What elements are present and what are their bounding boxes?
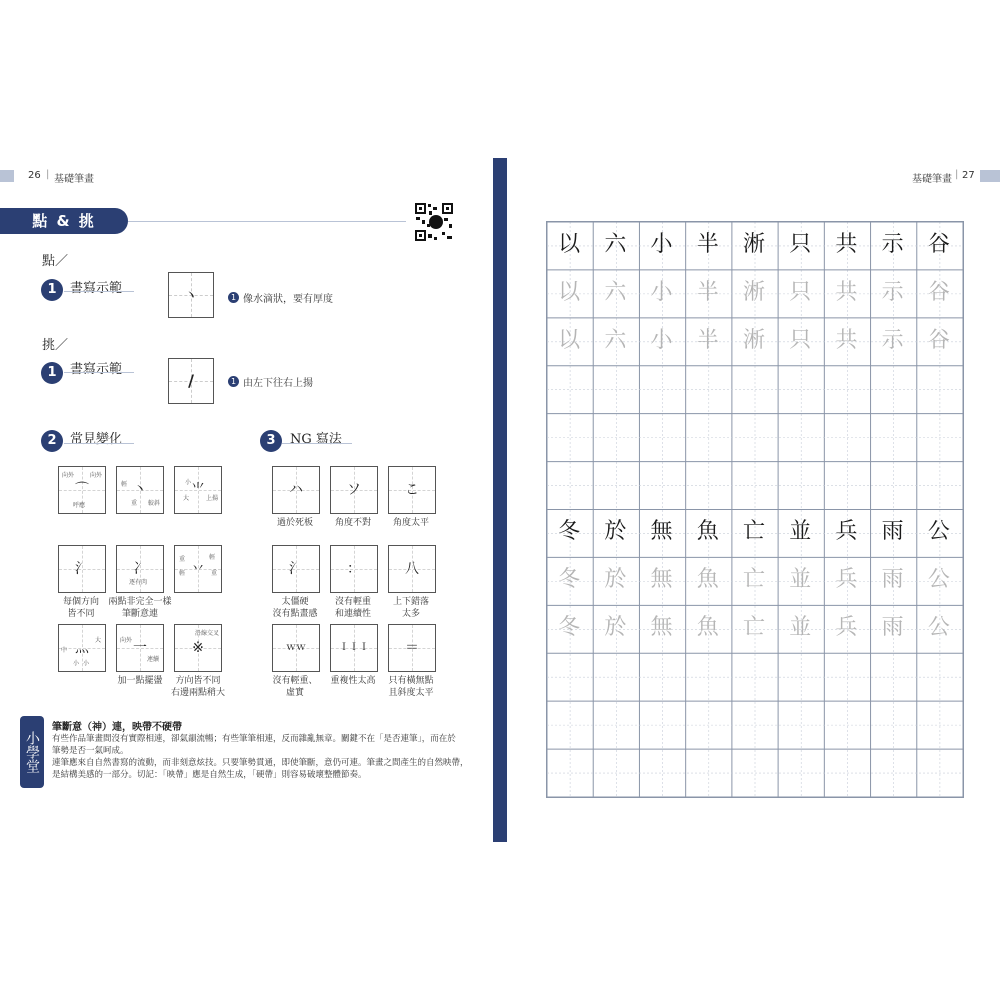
- trace-char: 六: [604, 327, 627, 353]
- right-header-divider: |: [955, 169, 959, 180]
- practice-char: 小: [650, 231, 673, 257]
- ng-caption-7: 沒有輕重、 虛實: [272, 676, 318, 698]
- trace-char: 無: [650, 615, 673, 641]
- ng-box-3: [388, 466, 436, 514]
- variation-glyph: 丷: [191, 561, 205, 577]
- qr-code-icon[interactable]: [414, 202, 454, 242]
- trace-char: 兵: [835, 567, 858, 593]
- trace-char: 亡: [742, 567, 765, 593]
- trace-char: 只: [789, 279, 812, 305]
- variation-tag: 向外: [120, 637, 133, 644]
- trace-char: 雨: [881, 615, 904, 641]
- practice-char: 谷: [927, 231, 950, 257]
- practice-char: 兵: [835, 519, 858, 545]
- practice-char: 於: [604, 519, 627, 545]
- variation-tag: 小: [185, 479, 192, 486]
- trace-char: 於: [604, 615, 627, 641]
- ng-box-5: [330, 545, 378, 593]
- tip-badge: 小學堂: [20, 716, 44, 788]
- trace-char: 小: [650, 327, 673, 353]
- ng-glyph: ハ: [289, 482, 303, 498]
- ng-caption-3: 角度太平: [392, 518, 429, 528]
- trace-char: 半: [696, 279, 719, 305]
- dot-demo-stroke: ヽ: [182, 285, 199, 304]
- variation-box-2: [116, 466, 164, 514]
- dot-step-rule: [64, 291, 134, 292]
- ng-caption-4: 太僵硬 沒有點畫感: [272, 597, 318, 619]
- dot-label: 點／: [42, 254, 69, 269]
- dot-note: [228, 290, 333, 305]
- variation-tag: 重: [210, 570, 217, 577]
- variation-tag: 重: [131, 500, 138, 507]
- tip-line: 連筆應來自自然書寫的流動，而非刻意炫技。只要筆勢貫通，即使筆斷，意仍可連。筆畫之間產生的自然映帶，: [52, 758, 469, 768]
- practice-grid: [546, 221, 964, 798]
- variation-box-7: [58, 624, 106, 672]
- practice-char: 冬: [558, 519, 581, 545]
- left-page-number: 26: [28, 170, 41, 181]
- practice-char: 示: [881, 231, 904, 257]
- variation-box-6: [174, 545, 222, 593]
- ng-box-9: [388, 624, 436, 672]
- variation-glyph: ⺌: [191, 482, 205, 498]
- ng-box-4: [272, 545, 320, 593]
- ng-step-title: NG 寫法: [290, 432, 342, 447]
- practice-char: 六: [604, 231, 627, 257]
- flick-demo-box: [168, 358, 214, 404]
- ng-glyph: 氵: [289, 561, 303, 577]
- trace-char: 公: [927, 567, 950, 593]
- practice-char: 共: [835, 231, 858, 257]
- trace-char: 谷: [927, 279, 950, 305]
- practice-char: 並: [789, 519, 812, 545]
- flick-step-title: 書寫示範: [70, 362, 123, 377]
- variation-box-9: [174, 624, 222, 672]
- dot-step-title: 書寫示範: [70, 281, 123, 296]
- trace-char: 並: [789, 615, 812, 641]
- trace-char: 冬: [558, 615, 581, 641]
- trace-char: 小: [650, 279, 673, 305]
- flick-note: [228, 374, 313, 389]
- dot-note-number: 1: [228, 292, 239, 303]
- left-header-bar: [0, 170, 14, 182]
- variation-tag: 小: [73, 660, 80, 667]
- ng-caption-6: 上下錯落 太多: [392, 597, 429, 619]
- left-header-divider: |: [46, 169, 50, 180]
- variation-glyph: 冫: [133, 561, 147, 577]
- trace-char: 魚: [696, 615, 719, 641]
- practice-char: 只: [789, 231, 812, 257]
- variation-tag: 大: [183, 495, 190, 502]
- trace-char: 以: [558, 279, 581, 305]
- trace-char: 淅: [742, 279, 765, 305]
- trace-char: 淅: [742, 327, 765, 353]
- ng-glyph: ＩＩＩ: [339, 642, 369, 653]
- ng-box-1: [272, 466, 320, 514]
- tip-body: [52, 733, 470, 781]
- variation-tag: 輕: [121, 481, 128, 488]
- variation-glyph: 丶: [133, 482, 147, 498]
- trace-char: 於: [604, 567, 627, 593]
- ng-step-number: 3: [260, 430, 282, 452]
- trace-char: 示: [881, 279, 904, 305]
- flick-step-number: 1: [41, 362, 63, 384]
- variation-tag: 連續: [146, 656, 159, 663]
- practice-char: 雨: [881, 519, 904, 545]
- variation-tag: 沿線交叉: [194, 630, 219, 637]
- flick-note-text: 由左下往右上揚: [243, 378, 313, 389]
- practice-char: 公: [927, 519, 950, 545]
- trace-char: 魚: [696, 567, 719, 593]
- variation-tag: 輕: [179, 570, 186, 577]
- practice-char: 以: [558, 231, 581, 257]
- ng-glyph: ｗｗ: [286, 642, 306, 653]
- right-header-bar: [980, 170, 1000, 182]
- trace-char: 半: [696, 327, 719, 353]
- trace-char: 公: [927, 615, 950, 641]
- book-spine: [493, 158, 507, 842]
- variation-tag: 呼應: [73, 502, 86, 509]
- ng-box-2: [330, 466, 378, 514]
- ng-caption-9: 只有橫無點 且斜度太平: [388, 676, 434, 698]
- variation-glyph: ⌒: [75, 482, 89, 498]
- ng-caption-2: 角度不對: [334, 518, 371, 528]
- practice-char: 半: [696, 231, 719, 257]
- trace-char: 冬: [558, 567, 581, 593]
- flick-note-number: 1: [228, 376, 239, 387]
- ng-box-8: [330, 624, 378, 672]
- variations-step-rule: [64, 443, 134, 444]
- variation-tag: 中: [61, 647, 68, 654]
- variations-step-number: 2: [41, 430, 63, 452]
- variation-box-4: [58, 545, 106, 593]
- trace-char: 示: [881, 327, 904, 353]
- practice-char: 淅: [742, 231, 765, 257]
- practice-char: 亡: [742, 519, 765, 545]
- ng-caption-5: 沒有輕重 和連續性: [334, 597, 371, 619]
- trace-char: 六: [604, 279, 627, 305]
- trace-char: 以: [558, 327, 581, 353]
- flick-step-rule: [64, 372, 134, 373]
- ng-box-7: [272, 624, 320, 672]
- variation-tag: 向外: [89, 472, 102, 479]
- tip-title: 筆斷意（神）連，映帶不硬帶: [52, 722, 182, 733]
- flick-label: 挑／: [42, 338, 69, 353]
- tip-line: 筆勢是否一氣呵成。: [52, 746, 129, 756]
- trace-char: 無: [650, 567, 673, 593]
- trace-char: 亡: [742, 615, 765, 641]
- ng-step-rule: [282, 443, 352, 444]
- ng-caption-1: 過於死板: [276, 518, 313, 528]
- left-header-title: 基礎筆畫: [54, 174, 94, 185]
- variation-tag: 向外: [62, 472, 75, 479]
- variations-step-title: 常見變化: [70, 432, 123, 447]
- tip-line: 是結構美感的一部分。切記：「映帶」應是自然生成，「硬帶」則容易破壞整體節奏。: [52, 770, 367, 780]
- variation-tag: 較斜: [147, 500, 160, 507]
- dot-note-text: 像水滴狀，要有厚度: [243, 294, 333, 305]
- ng-caption-8: 重複性太高: [330, 676, 376, 686]
- variation-tag: 小: [83, 660, 90, 667]
- trace-char: 兵: [835, 615, 858, 641]
- practice-char: 無: [650, 519, 673, 545]
- ng-glyph: こ: [405, 482, 419, 498]
- ng-box-6: [388, 545, 436, 593]
- ng-glyph: 八: [405, 561, 419, 577]
- right-page-number: 27: [962, 170, 975, 181]
- variation-box-3: [174, 466, 222, 514]
- variation-glyph: 灬: [75, 640, 89, 656]
- trace-char: 只: [789, 327, 812, 353]
- variation-caption-8: 加一點擺盪: [117, 676, 163, 686]
- variation-glyph: ※: [192, 640, 204, 656]
- trace-char: 並: [789, 567, 812, 593]
- dot-step-number: 1: [41, 279, 63, 301]
- variation-tag: 大: [94, 637, 101, 644]
- variation-caption-9: 方向皆不同 右邊兩點稍大: [170, 676, 225, 698]
- right-header-title: 基礎筆畫: [912, 174, 952, 185]
- section-title-banner: 點 & 挑: [0, 208, 128, 234]
- section-title-rule: [128, 221, 406, 222]
- dot-demo-box: [168, 272, 214, 318]
- variation-box-8: [116, 624, 164, 672]
- practice-char: 魚: [696, 519, 719, 545]
- flick-demo-stroke: /: [188, 371, 194, 390]
- ng-glyph: ソ: [347, 482, 361, 498]
- trace-char: 雨: [881, 567, 904, 593]
- variation-box-1: [58, 466, 106, 514]
- variation-glyph: 一: [133, 640, 147, 656]
- variation-tag: 上揚: [205, 495, 218, 502]
- variation-tag: 逐有肉: [129, 579, 148, 586]
- variation-box-5: [116, 545, 164, 593]
- variation-caption-5: 兩點非完全一樣 筆斷意連: [108, 597, 172, 619]
- tip-line: 有些作品筆畫間沒有實際相連，卻氣韻流暢；有些筆筆相連，反而雜亂無章。關鍵不在「是否連筆」，而在於: [52, 734, 456, 744]
- trace-char: 共: [835, 279, 858, 305]
- variation-caption-4: 每個方向 皆不同: [62, 597, 99, 619]
- ng-glyph: ：: [347, 561, 361, 577]
- variation-glyph: 氵: [75, 561, 89, 577]
- ng-glyph: ＝: [405, 640, 419, 656]
- trace-char: 谷: [927, 327, 950, 353]
- variation-tag: 重: [179, 556, 186, 563]
- variation-tag: 輕: [208, 554, 215, 561]
- trace-char: 共: [835, 327, 858, 353]
